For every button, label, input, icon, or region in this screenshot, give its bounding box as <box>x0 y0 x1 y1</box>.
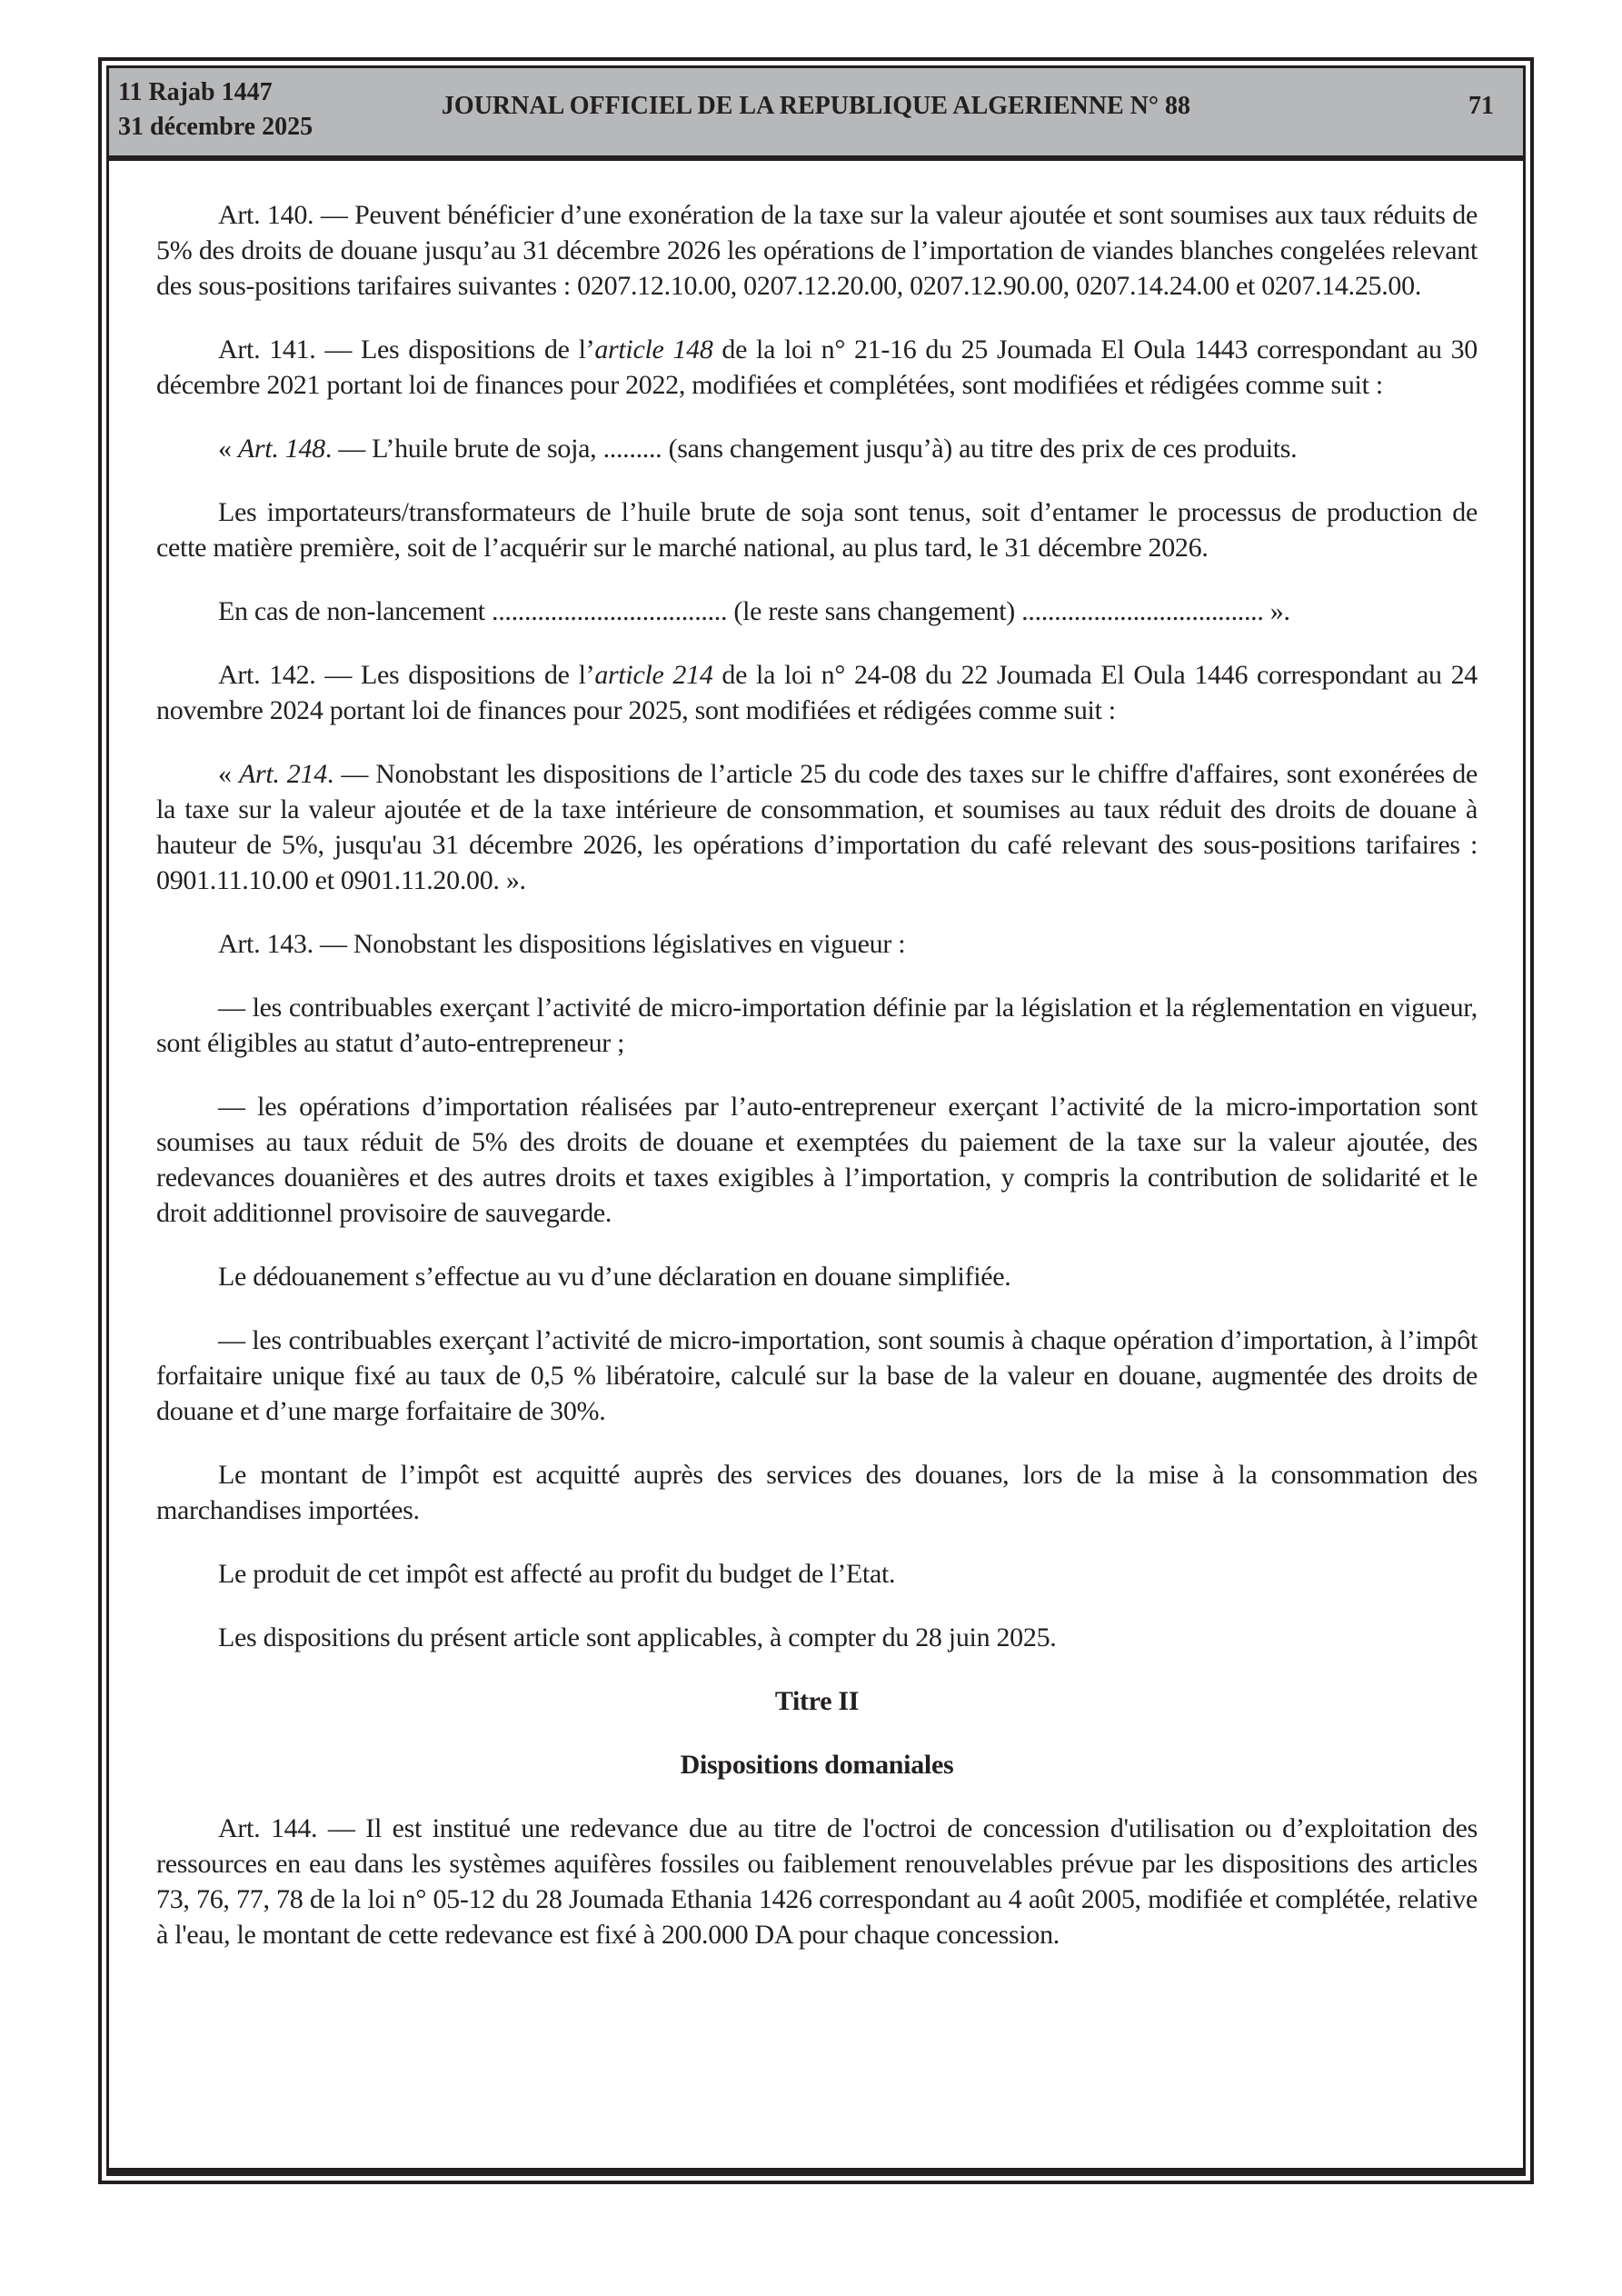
paragraph <box>156 1323 1478 1429</box>
text-segment: . — L’huile brute de soja, ......... (sans changement jusqu’à) au titre des prix de ces produits. <box>324 434 1298 464</box>
text-segment: En cas de non-lancement .................................... (le reste sans changement) ..................................... ». <box>218 596 1290 626</box>
text-segment: — les contribuables exerçant l’activité de micro-importation définie par la législation et la réglementation en vigueur, sont éligibles au statut d’auto-entrepreneur ; <box>156 993 1478 1058</box>
text-segment: Art. 142. — Les dispositions de l’ <box>218 660 595 690</box>
text-segment: Le montant de l’impôt est acquitté auprès des services des douanes, lors de la mise à la consommation des marchandises importées. <box>156 1460 1478 1525</box>
text-segment: Art. 144. — Il est institué une redevance due au titre de l'octroi de concession d'utilisation ou d’exploitation des ressources en eau dans les systèmes aquifères fossiles ou faiblement renouvelables prévue par les dispositions des articles 73, 76, 77, 78 de la loi n° 05-12 du 28 Joumada Ethania 1426 correspondant au 4 août 2005, modifiée et complétée, relative à l'eau, le montant de cette redevance est fixé à 200.000 DA pour chaque concession. <box>156 1813 1478 1950</box>
text-segment: Le produit de cet impôt est affecté au profit du budget de l’Etat. <box>218 1559 896 1589</box>
page-header <box>109 68 1523 161</box>
header-date-gregorian: 31 décembre 2025 <box>118 113 313 141</box>
header-date-hijri: 11 Rajab 1447 <box>118 78 273 106</box>
paragraph <box>156 657 1478 728</box>
paragraph <box>156 1259 1478 1294</box>
document-body <box>156 197 1478 1981</box>
text-segment: de la loi n° 21-16 du 25 Joumada El Oula 1443 correspondant au 30 décembre 2021 portant loi de finances pour 2022, modifiées et complétées, sont modifiées et rédigées comme suit : <box>156 334 1478 400</box>
text-segment: « <box>218 759 239 789</box>
paragraph <box>156 990 1478 1061</box>
text-segment: Le dédouanement s’effectue au vu d’une déclaration en douane simplifiée. <box>218 1262 1011 1292</box>
italic-reference: article 148 <box>594 334 713 364</box>
text-segment: — les opérations d’importation réalisées par l’auto-entrepreneur exerçant l’activité de la micro-importation sont soumises au taux réduit de 5% des droits de douane et exemptées du paiement de la taxe sur la valeur ajoutée, des redevances douanières et des autres droits et taxes exigibles à l’importation, y compris la contribution de solidarité et le droit additionnel provisoire de sauvegarde. <box>156 1092 1478 1228</box>
page-inner-frame <box>106 65 1526 2176</box>
text-segment: « <box>218 434 238 464</box>
paragraph <box>156 756 1478 898</box>
paragraph <box>156 1556 1478 1592</box>
page-number: 71 <box>1468 92 1494 120</box>
text-segment: de la loi n° 24-08 du 22 Joumada El Oula 1446 correspondant au 24 novembre 2024 portant loi de finances pour 2025, sont modifiées et rédigées comme suit : <box>156 660 1478 725</box>
paragraph <box>156 494 1478 565</box>
text-segment: Les importateurs/transformateurs de l’huile brute de soja sont tenus, soit d’entamer le processus de production de cette matière première, soit de l’acquérir sur le marché national, au plus tard, le 31 décembre 2026. <box>156 497 1478 563</box>
text-segment: . — Nonobstant les dispositions de l’article 25 du code des taxes sur le chiffre d'affaires, sont exonérées de la taxe sur la valeur ajoutée et de la taxe intérieure de consommation, et soumises au taux réduit des droits de douane à hauteur de 5%, jusqu'au 31 décembre 2026, les opérations d’importation du café relevant des sous-positions tarifaires : 0901.11.10.00 et 0901.11.20.00. ». <box>156 759 1478 895</box>
text-segment: Art. 140. — Peuvent bénéficier d’une exonération de la taxe sur la valeur ajoutée et sont soumises aux taux réduits de 5% des droits de douane jusqu’au 31 décembre 2026 les opérations de l’importation de viandes blanches congelées relevant des sous-positions tarifaires suivantes : 0207.12.10.00, 0207.12.20.00, 0207.12.90.00, 0207.14.24.00 et 0207.14.25.00. <box>156 200 1478 301</box>
section-heading <box>156 1683 1478 1719</box>
text-segment: Art. 141. — Les dispositions de l’ <box>218 334 595 364</box>
paragraph <box>156 332 1478 403</box>
italic-reference: Art. 214 <box>238 759 327 789</box>
text-segment: Titre II <box>774 1686 860 1716</box>
paragraph <box>156 431 1478 466</box>
paragraph <box>156 926 1478 962</box>
paragraph <box>156 1620 1478 1655</box>
paragraph <box>156 594 1478 629</box>
italic-reference: article 214 <box>594 660 713 690</box>
section-heading <box>156 1747 1478 1782</box>
text-segment: Dispositions domaniales <box>680 1750 954 1780</box>
page-frame <box>98 57 1534 2184</box>
text-segment: — les contribuables exerçant l’activité de micro-importation, sont soumis à chaque opération d’importation, à l’impôt forfaitaire unique fixé au taux de 0,5 % libératoire, calculé sur la base de la valeur en douane, augmentée des droits de douane et d’une marge forfaitaire de 30%. <box>156 1325 1478 1426</box>
journal-title: JOURNAL OFFICIEL DE LA REPUBLIQUE ALGERIENNE N° 88 <box>441 92 1191 120</box>
italic-reference: Art. 148 <box>237 434 325 464</box>
paragraph <box>156 1089 1478 1231</box>
paragraph <box>156 1811 1478 1952</box>
text-segment: Les dispositions du présent article sont applicables, à compter du 28 juin 2025. <box>218 1622 1057 1652</box>
paragraph <box>156 1457 1478 1528</box>
text-segment: Art. 143. — Nonobstant les dispositions législatives en vigueur : <box>218 929 906 959</box>
paragraph <box>156 197 1478 304</box>
